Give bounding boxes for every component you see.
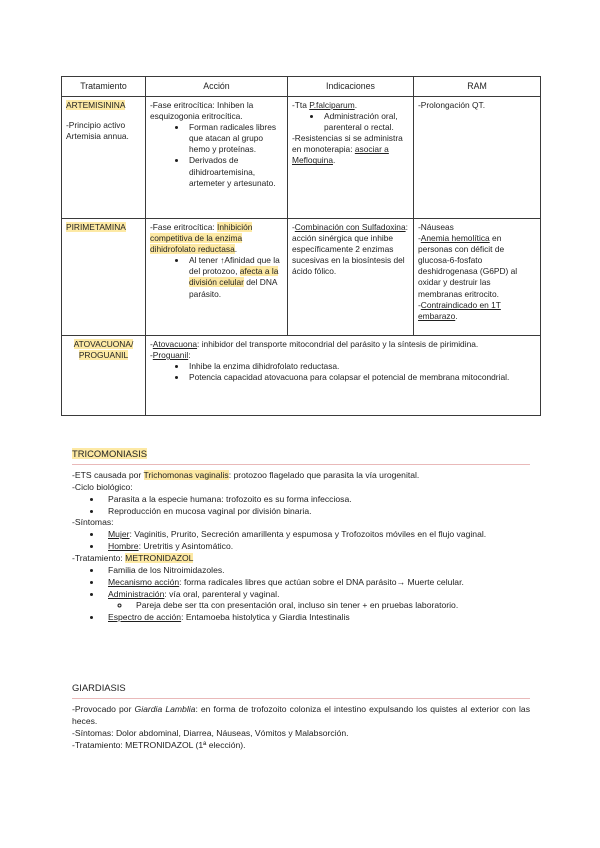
cell-artemisinina-accion [146, 97, 288, 219]
list-item [102, 577, 530, 589]
header-ram: RAM [414, 77, 541, 97]
text: : forma radicales libres que actúan sobre el DNA parásito→ Muerte celular. [179, 576, 464, 587]
artemisinina-ind-list [292, 111, 409, 133]
text: - [292, 222, 295, 232]
list-item [102, 612, 530, 624]
giardiasis-section [72, 682, 530, 751]
pirimetamina-ram-1: -Náuseas [418, 222, 454, 232]
text: -Resistencias si se administra en monoterapia: [292, 133, 403, 155]
text: : Uretritis y Asintomático. [138, 541, 234, 552]
pirimetamina-accion-list [150, 255, 283, 299]
section-divider [72, 464, 530, 465]
text: -Fase eritrocítica: [150, 222, 218, 232]
proguanil-line [150, 350, 536, 361]
cell-artemisinina-indicaciones [288, 97, 414, 219]
cell-pirimetamina-ram [414, 219, 541, 336]
cell-pirimetamina-indicaciones [288, 219, 414, 336]
text: en personas con déficit de glucosa-6-fosfato deshidrogenasa (G6PD) al oxidar y destruir las membranas eritrocito. [418, 233, 518, 299]
section-divider [72, 698, 530, 699]
text: - [150, 339, 153, 349]
pirimetamina-ram-2 [418, 233, 536, 300]
anemia-link: Anemia hemolítica [420, 233, 490, 244]
cell-pirimetamina-name [62, 219, 146, 336]
underlined-label: Hombre [108, 541, 139, 552]
text: - [150, 350, 153, 361]
giardiasis-sintomas: -Síntomas: Dolor abdominal, Diarrea, Náuseas, Vómitos y Malabsorción. [72, 727, 349, 738]
header-indicaciones: Indicaciones [288, 77, 414, 97]
artemisinina-ram: -Prolongación QT. [418, 100, 486, 110]
text: - [418, 299, 421, 310]
sulfadoxina-link: Combinación con Sulfadoxina [294, 222, 406, 232]
sintomas-list [72, 529, 530, 553]
text: : [188, 350, 191, 361]
row-atovacuona [62, 336, 541, 416]
header-accion: Acción [146, 77, 288, 97]
proguanil-link: Proguanil [152, 350, 189, 361]
underlined-label: Administración [108, 588, 165, 599]
text: -Provocado por [72, 703, 135, 714]
text: : en forma de trofozoito coloniza el intestino expulsando los quistes al exterior con las heces. [72, 703, 530, 726]
text: Al tener ↑Afinidad que la del protozoo, [189, 255, 280, 277]
mefloquina-link: asociar a Mefloquina [292, 144, 389, 166]
text: : Entamoeba histolytica y Giardia Intestinalis [181, 612, 350, 623]
list-item: • Inhibe la enzima dihidrofolato reductasa. [187, 361, 536, 372]
list-item [187, 255, 283, 299]
header-tratamiento: Tratamiento [62, 77, 146, 97]
list-item [102, 589, 530, 613]
contraindicado-link: Contraindicado en 1T embarazo [418, 299, 501, 321]
text: . [354, 100, 358, 110]
text: . [234, 244, 238, 255]
pirimetamina-accion-intro [150, 222, 283, 255]
cell-atovacuona-detail [146, 336, 541, 416]
list-item: • Reproducción en mucosa vaginal por división binaria. [102, 506, 530, 518]
list-item: • Parasita a la especie humana: trofozoito es su forma infecciosa. [102, 494, 530, 506]
text: : acción sinérgica que inhibe específicamente 2 enzimas sucesivas en la biosíntesis del ácido fólico. [292, 222, 408, 277]
artemisinina-origin: -Principio activo Artemisia annua. [66, 120, 129, 142]
drug-name-pirimetamina: PIRIMETAMINA [66, 222, 126, 232]
list-item: • Administración oral, parenteral o rectal. [322, 111, 409, 133]
highlight-text: TRICOMONIASIS [72, 448, 148, 459]
cell-pirimetamina-accion [146, 219, 288, 336]
tratamiento-list [72, 565, 530, 624]
drug-name-atovacuona: ATOVACUONA/ [73, 339, 134, 349]
text: -Tta [292, 100, 310, 110]
drug-name-artemisinina: ARTEMISININA [66, 100, 126, 110]
text: : Vaginitis, Prurito, Secreción amarillenta y espumosa y Trofozoitos móviles en el flujo vaginal. [129, 529, 487, 540]
text: -Tratamiento: [72, 552, 126, 563]
highlight-text: Inhibición competitiva de la enzima dihidrofolato reductasa [150, 222, 253, 255]
text: . [332, 155, 336, 166]
tricomoniasis-tratamiento [72, 553, 530, 565]
cell-atovacuona-name [62, 336, 146, 416]
artemisinina-accion-list [150, 122, 283, 189]
text: : protozoo flagelado que parasita la vía urogenital. [228, 469, 420, 480]
pirimetamina-ram-3 [418, 300, 536, 322]
highlight-text: METRONIDAZOL [125, 552, 194, 563]
section-title-tricomoniasis [72, 448, 530, 461]
pfalciparum-link: P.falciparum [309, 100, 355, 110]
proguanil-list [150, 361, 536, 383]
underlined-label: Mecanismo acción [108, 576, 180, 587]
text: del DNA parásito. [189, 277, 277, 299]
text: : vía oral, parenteral y vaginal. [164, 588, 280, 599]
artemisinina-accion-intro: -Fase eritrocítica: Inhiben la esquizogonia eritrocítica. [150, 100, 254, 122]
pirimetamina-ind [292, 222, 409, 277]
section-title-giardiasis: GIARDIASIS [72, 682, 126, 693]
ciclo-list [72, 494, 530, 518]
text: -ETS causada por [72, 469, 144, 480]
underlined-label: Espectro de acción [108, 612, 182, 623]
list-item: • Familia de los Nitroimidazoles. [102, 565, 530, 577]
italic-text: Giardia Lamblia [134, 703, 196, 714]
list-item: • Derivados de dihidroartemisina, artemeter y artesunato. [187, 155, 283, 188]
table-header-row [62, 77, 541, 97]
artemisinina-resistencias [292, 133, 409, 166]
list-item: • Potencia capacidad atovacuona para colapsar el potencial de membrana mitocondrial. [187, 372, 536, 383]
text: : inhibidor del transporte mitocondrial del parásito y la síntesis de pirimidina. [197, 339, 479, 349]
cell-artemisinina-ram [414, 97, 541, 219]
giardiasis-tratamiento: -Tratamiento: METRONIDAZOL (1ª elección). [72, 739, 246, 750]
row-artemisinina [62, 97, 541, 219]
atovacuona-link: Atovacuona [152, 339, 198, 349]
list-item [102, 541, 530, 553]
cell-artemisinina-name [62, 97, 146, 219]
administracion-sublist [108, 600, 530, 612]
tricomoniasis-ets [72, 470, 530, 482]
artemisinina-ind-line [292, 100, 409, 111]
atovacuona-line [150, 339, 536, 350]
list-item: • Forman radicales libres que atacan al grupo hemo y proteínas. [187, 122, 283, 155]
row-pirimetamina [62, 219, 541, 336]
text: - [418, 233, 421, 244]
highlight-text: afecta a la división celular [189, 266, 279, 288]
treatment-table [61, 76, 541, 416]
tricomoniasis-ciclo: -Ciclo biológico: [72, 481, 133, 492]
list-item [102, 529, 530, 541]
highlight-text: Trichomonas vaginalis [143, 469, 229, 480]
text: . [455, 310, 458, 321]
giardiasis-provocado [72, 704, 530, 728]
underlined-label: Mujer [108, 529, 130, 540]
tricomoniasis-section [72, 448, 530, 624]
tricomoniasis-sintomas: -Síntomas: [72, 517, 114, 528]
drug-name-proguanil: PROGUANIL [78, 350, 129, 361]
list-item: ◦ Pareja debe ser tta con presentación oral, incluso sin tener + en pruebas laboratorio. [130, 600, 530, 612]
